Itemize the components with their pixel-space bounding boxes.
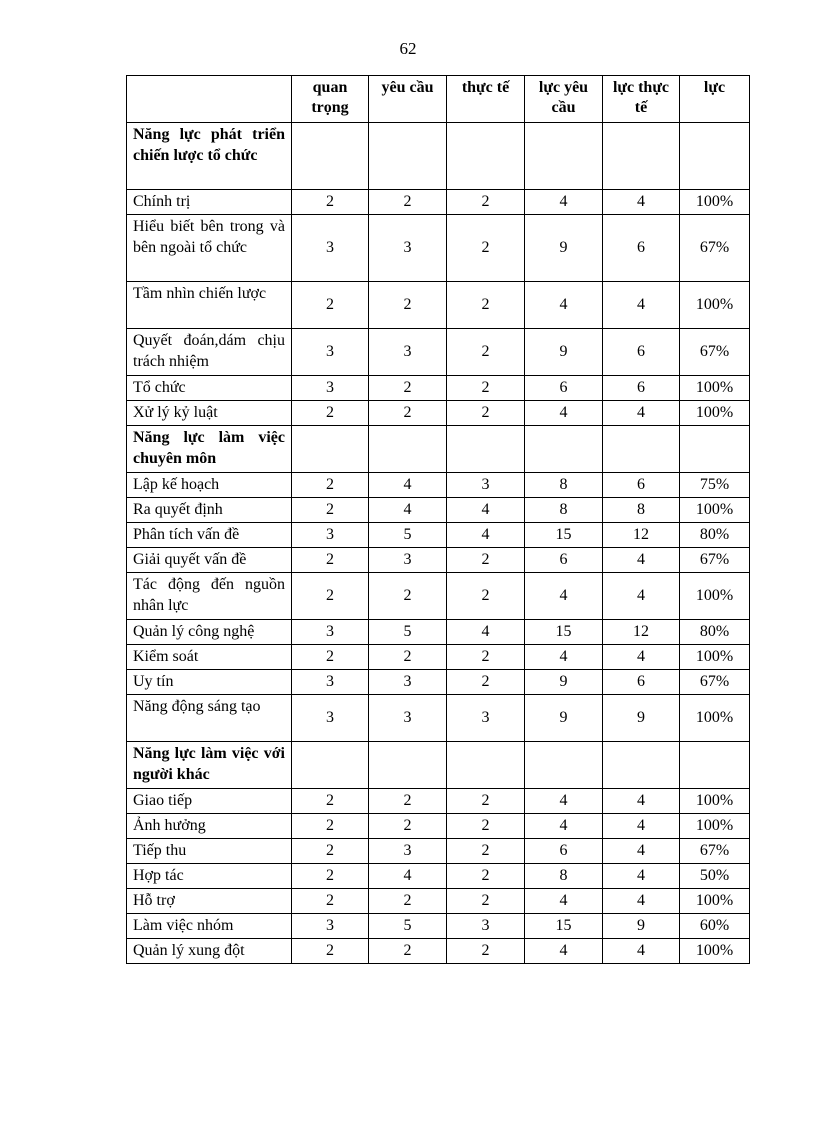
table-cell: 2	[447, 839, 525, 864]
table-row	[127, 645, 750, 670]
table-cell: 100%	[680, 573, 750, 620]
table-cell: 2	[292, 401, 369, 426]
table-cell: 2	[447, 889, 525, 914]
table-row	[127, 282, 750, 329]
table-cell: 2	[369, 889, 447, 914]
table-cell	[603, 123, 680, 190]
competency-name: Chính trị	[127, 190, 292, 215]
table-cell: 3	[369, 670, 447, 695]
table-row	[127, 789, 750, 814]
table-cell: 6	[603, 376, 680, 401]
competency-name: Tiếp thu	[127, 839, 292, 864]
competency-name: Phân tích vấn đề	[127, 523, 292, 548]
competency-table	[126, 75, 750, 964]
table-cell: 4	[369, 864, 447, 889]
table-cell: 80%	[680, 620, 750, 645]
table-cell: 3	[292, 329, 369, 376]
table-cell: 8	[525, 473, 603, 498]
competency-name: Quyết đoán,dám chịu trách nhiệm	[127, 329, 292, 376]
table-cell: 2	[447, 376, 525, 401]
table-cell: 2	[447, 645, 525, 670]
table-cell: 4	[603, 190, 680, 215]
competency-name: Ảnh hưởng	[127, 814, 292, 839]
table-cell: 6	[525, 839, 603, 864]
table-cell: 2	[292, 864, 369, 889]
table-cell: 9	[525, 215, 603, 282]
table-cell	[292, 742, 369, 789]
table-cell: 4	[525, 789, 603, 814]
table-cell: 67%	[680, 329, 750, 376]
competency-name: Năng động sáng tạo	[127, 695, 292, 742]
table-cell: 2	[447, 864, 525, 889]
table-cell: 67%	[680, 670, 750, 695]
table-cell	[680, 123, 750, 190]
table-cell: 2	[447, 573, 525, 620]
table-cell: 100%	[680, 498, 750, 523]
table-cell: 6	[603, 473, 680, 498]
table-cell: 4	[603, 939, 680, 964]
table-cell	[369, 742, 447, 789]
table-cell: 3	[369, 215, 447, 282]
table-cell: 2	[447, 939, 525, 964]
competency-name: Kiểm soát	[127, 645, 292, 670]
table-cell: 2	[369, 814, 447, 839]
table-row	[127, 498, 750, 523]
table-cell: 12	[603, 620, 680, 645]
table-cell: 4	[447, 523, 525, 548]
table-row	[127, 329, 750, 376]
table-cell: 2	[369, 573, 447, 620]
table-cell	[292, 426, 369, 473]
table-cell: 6	[603, 329, 680, 376]
table-cell: 5	[369, 620, 447, 645]
table-cell: 3	[292, 695, 369, 742]
competency-name: Uy tín	[127, 670, 292, 695]
table-cell: 3	[292, 620, 369, 645]
table-cell: 67%	[680, 548, 750, 573]
table-cell: 3	[369, 548, 447, 573]
table-cell	[447, 123, 525, 190]
table-row	[127, 523, 750, 548]
table-cell: 4	[447, 620, 525, 645]
table-cell: 2	[369, 190, 447, 215]
table-cell: 4	[525, 282, 603, 329]
table-cell	[603, 742, 680, 789]
competency-name: Tác động đến nguồn nhân lực	[127, 573, 292, 620]
table-cell: 4	[525, 814, 603, 839]
table-cell: 4	[603, 282, 680, 329]
table-cell: 2	[369, 939, 447, 964]
table-cell: 2	[292, 645, 369, 670]
table-cell: 2	[447, 789, 525, 814]
table-cell: 3	[292, 215, 369, 282]
table-cell: 2	[447, 190, 525, 215]
page-number: 62	[399, 39, 417, 58]
competency-name: Hiểu biết bên trong và bên ngoài tổ chức	[127, 215, 292, 282]
table-cell: 2	[447, 282, 525, 329]
header-cell: lực	[680, 76, 750, 123]
competency-name: Quản lý công nghệ	[127, 620, 292, 645]
table-cell	[680, 426, 750, 473]
table-row	[127, 889, 750, 914]
table-cell: 2	[292, 889, 369, 914]
competency-name: Tổ chức	[127, 376, 292, 401]
competency-name: Xử lý kỷ luật	[127, 401, 292, 426]
section-title: Năng lực làm việc chuyên môn	[127, 426, 292, 473]
header-cell: yêu cầu	[369, 76, 447, 123]
table-cell: 2	[369, 401, 447, 426]
table-cell: 67%	[680, 839, 750, 864]
table-cell: 4	[525, 190, 603, 215]
section-header-row	[127, 123, 750, 190]
table-cell: 2	[447, 401, 525, 426]
table-cell: 2	[369, 282, 447, 329]
table-cell: 3	[292, 914, 369, 939]
table-cell: 6	[525, 376, 603, 401]
table-cell: 3	[369, 839, 447, 864]
table-cell: 2	[369, 376, 447, 401]
table-row	[127, 620, 750, 645]
table-cell: 2	[292, 939, 369, 964]
header-row	[127, 76, 750, 123]
table-row	[127, 473, 750, 498]
table-cell: 67%	[680, 215, 750, 282]
table-cell: 4	[603, 864, 680, 889]
table-cell: 100%	[680, 814, 750, 839]
table-row	[127, 914, 750, 939]
table-row	[127, 376, 750, 401]
table-cell: 3	[292, 523, 369, 548]
table-cell: 15	[525, 620, 603, 645]
table-cell: 100%	[680, 889, 750, 914]
table-cell: 2	[369, 789, 447, 814]
table-cell: 4	[369, 473, 447, 498]
table-cell: 100%	[680, 939, 750, 964]
table-cell: 12	[603, 523, 680, 548]
table-cell: 3	[447, 914, 525, 939]
table-cell: 6	[525, 548, 603, 573]
table-cell: 15	[525, 523, 603, 548]
competency-name: Quản lý xung đột	[127, 939, 292, 964]
table-cell: 2	[292, 814, 369, 839]
table-cell: 2	[292, 789, 369, 814]
table-cell: 2	[292, 282, 369, 329]
table-cell: 75%	[680, 473, 750, 498]
table-cell: 4	[603, 814, 680, 839]
table-row	[127, 573, 750, 620]
table-cell	[525, 742, 603, 789]
table-cell: 2	[447, 215, 525, 282]
table-cell: 2	[292, 190, 369, 215]
header-cell: thực tế	[447, 76, 525, 123]
header-cell: lực thực tế	[603, 76, 680, 123]
table-cell: 4	[603, 548, 680, 573]
table-cell: 60%	[680, 914, 750, 939]
table-cell: 6	[603, 215, 680, 282]
competency-name: Giải quyết vấn đề	[127, 548, 292, 573]
table-cell: 2	[369, 645, 447, 670]
table-cell: 8	[525, 498, 603, 523]
table-cell: 100%	[680, 789, 750, 814]
table-cell: 100%	[680, 190, 750, 215]
table-cell	[369, 123, 447, 190]
section-title: Năng lực phát triển chiến lược tổ chức	[127, 123, 292, 190]
header-cell: quan trọng	[292, 76, 369, 123]
table-cell: 6	[603, 670, 680, 695]
table-cell: 9	[525, 670, 603, 695]
table-cell: 3	[447, 695, 525, 742]
table-cell: 3	[292, 376, 369, 401]
table-cell: 4	[525, 645, 603, 670]
table-row	[127, 190, 750, 215]
table-cell: 3	[447, 473, 525, 498]
table-row	[127, 548, 750, 573]
table-row	[127, 864, 750, 889]
section-title: Năng lực làm việc với người khác	[127, 742, 292, 789]
table-cell: 50%	[680, 864, 750, 889]
table-row	[127, 814, 750, 839]
table-cell: 4	[525, 573, 603, 620]
table-cell: 2	[447, 329, 525, 376]
table-cell	[447, 426, 525, 473]
table-cell: 100%	[680, 645, 750, 670]
table-cell: 8	[603, 498, 680, 523]
table-cell: 9	[603, 695, 680, 742]
competency-name: Giao tiếp	[127, 789, 292, 814]
table-cell: 4	[603, 401, 680, 426]
header-cell	[127, 76, 292, 123]
table-cell: 15	[525, 914, 603, 939]
table-cell: 4	[369, 498, 447, 523]
table-cell	[603, 426, 680, 473]
table-cell: 2	[292, 839, 369, 864]
table-cell: 2	[447, 670, 525, 695]
table-cell: 100%	[680, 695, 750, 742]
table-cell: 3	[369, 329, 447, 376]
section-header-row	[127, 742, 750, 789]
table-cell: 3	[292, 670, 369, 695]
table-cell: 80%	[680, 523, 750, 548]
table-cell: 4	[525, 889, 603, 914]
section-header-row	[127, 426, 750, 473]
table-cell: 3	[369, 695, 447, 742]
table-cell: 5	[369, 914, 447, 939]
table-cell: 100%	[680, 401, 750, 426]
competency-name: Ra quyết định	[127, 498, 292, 523]
table-cell: 100%	[680, 282, 750, 329]
table-cell: 2	[292, 548, 369, 573]
table-cell: 4	[603, 889, 680, 914]
table-row	[127, 401, 750, 426]
table-row	[127, 939, 750, 964]
table-cell: 9	[525, 329, 603, 376]
table-row	[127, 839, 750, 864]
table-row	[127, 695, 750, 742]
table-cell	[292, 123, 369, 190]
table-cell: 100%	[680, 376, 750, 401]
competency-name: Hợp tác	[127, 864, 292, 889]
table-cell: 8	[525, 864, 603, 889]
header-cell: lực yêu cầu	[525, 76, 603, 123]
competency-name: Hỗ trợ	[127, 889, 292, 914]
table-cell: 9	[603, 914, 680, 939]
table-row	[127, 215, 750, 282]
table-cell	[525, 426, 603, 473]
table-cell	[680, 742, 750, 789]
table-cell: 5	[369, 523, 447, 548]
table-cell: 4	[447, 498, 525, 523]
table-cell	[447, 742, 525, 789]
table-cell: 2	[292, 498, 369, 523]
table-cell: 4	[603, 789, 680, 814]
competency-name: Lập kế hoạch	[127, 473, 292, 498]
competency-name: Làm việc nhóm	[127, 914, 292, 939]
table-cell: 2	[292, 573, 369, 620]
table-cell: 4	[525, 939, 603, 964]
table-cell: 2	[447, 548, 525, 573]
competency-name: Tầm nhìn chiến lược	[127, 282, 292, 329]
table-cell	[525, 123, 603, 190]
table-cell: 4	[525, 401, 603, 426]
table-cell: 4	[603, 573, 680, 620]
table-cell: 4	[603, 645, 680, 670]
table-row	[127, 670, 750, 695]
table-cell: 2	[447, 814, 525, 839]
table-cell: 9	[525, 695, 603, 742]
table-cell: 4	[603, 839, 680, 864]
table-cell	[369, 426, 447, 473]
table-cell: 2	[292, 473, 369, 498]
